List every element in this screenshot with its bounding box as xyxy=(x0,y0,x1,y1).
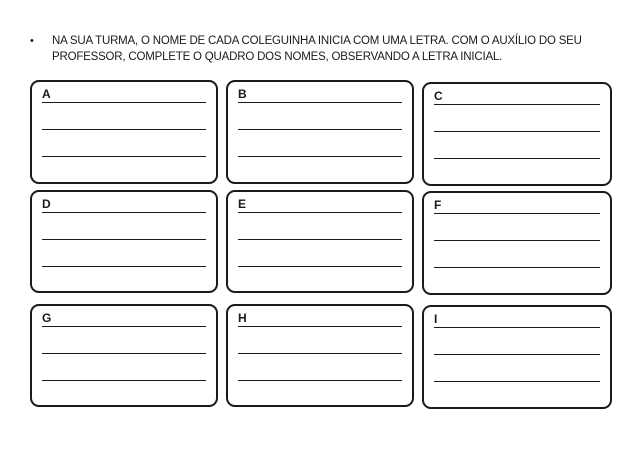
writing-line[interactable] xyxy=(42,353,206,354)
card-letter: C xyxy=(434,89,443,103)
card-letter: A xyxy=(42,87,51,101)
writing-line[interactable] xyxy=(434,213,600,214)
card-letter: H xyxy=(238,311,247,325)
writing-line[interactable] xyxy=(42,102,206,103)
card-letter: E xyxy=(238,197,247,211)
writing-line[interactable] xyxy=(238,129,402,130)
writing-line[interactable] xyxy=(42,156,206,157)
writing-line[interactable] xyxy=(238,102,402,103)
writing-line[interactable] xyxy=(434,381,600,382)
writing-line[interactable] xyxy=(238,380,402,381)
instruction-text: NA SUA TURMA, O NOME DE CADA COLEGUINHA INICIA COM UMA LETRA. COM O AUXÍLIO DO SEU PROFESSOR, COMPLETE O QUADRO DOS NOMES, OBSERVANDO A LETRA INICIAL. xyxy=(52,35,582,63)
writing-line[interactable] xyxy=(42,129,206,130)
writing-line[interactable] xyxy=(42,239,206,240)
writing-line[interactable] xyxy=(42,326,206,327)
name-box-h xyxy=(226,304,414,407)
bullet-icon: • xyxy=(30,35,34,47)
card-letter: F xyxy=(434,198,442,212)
name-box-d xyxy=(30,190,218,293)
name-box-a xyxy=(30,80,218,184)
name-box-e xyxy=(226,190,414,293)
writing-line[interactable] xyxy=(42,212,206,213)
card-letter: G xyxy=(42,311,52,325)
writing-line[interactable] xyxy=(238,156,402,157)
name-box-i xyxy=(422,305,612,409)
writing-line[interactable] xyxy=(238,239,402,240)
name-box-b xyxy=(226,80,414,184)
writing-line[interactable] xyxy=(238,212,402,213)
card-letter: I xyxy=(434,312,438,326)
writing-line[interactable] xyxy=(238,326,402,327)
name-box-g xyxy=(30,304,218,407)
name-box-f xyxy=(422,191,612,295)
writing-line[interactable] xyxy=(238,353,402,354)
instruction xyxy=(30,33,620,65)
writing-line[interactable] xyxy=(42,266,206,267)
writing-line[interactable] xyxy=(42,380,206,381)
card-letter: D xyxy=(42,197,51,211)
writing-line[interactable] xyxy=(434,158,600,159)
writing-line[interactable] xyxy=(434,131,600,132)
writing-line[interactable] xyxy=(434,267,600,268)
card-letter: B xyxy=(238,87,247,101)
name-box-c xyxy=(422,82,612,186)
writing-line[interactable] xyxy=(434,104,600,105)
writing-line[interactable] xyxy=(434,240,600,241)
writing-line[interactable] xyxy=(434,354,600,355)
writing-line[interactable] xyxy=(238,266,402,267)
writing-line[interactable] xyxy=(434,327,600,328)
